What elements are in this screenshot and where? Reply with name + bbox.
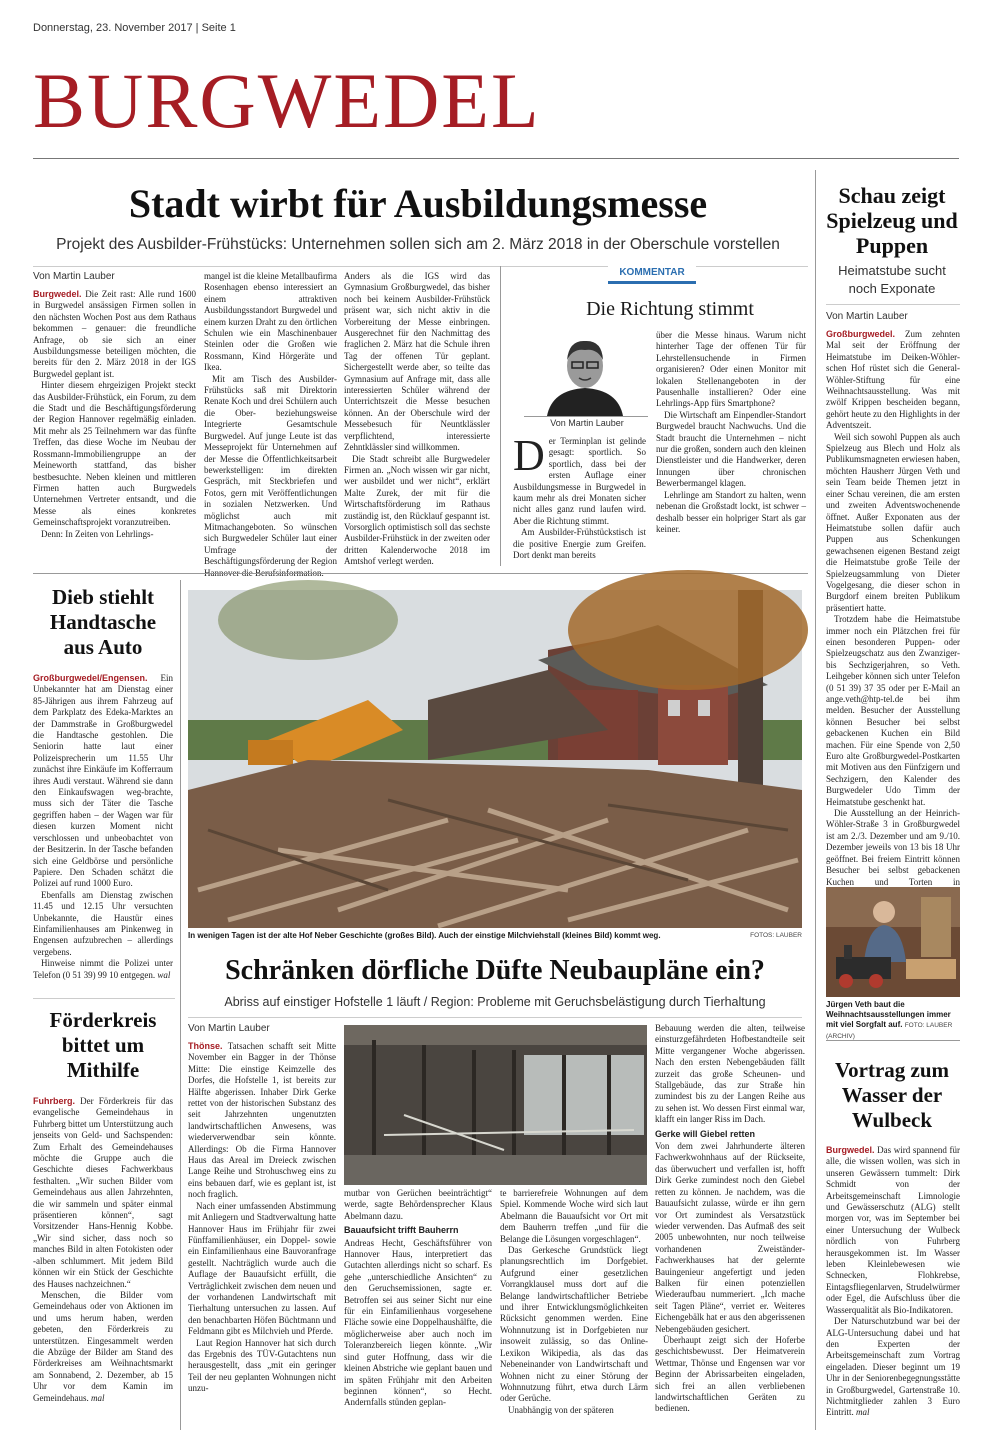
masthead: BURGWEDEL: [33, 57, 541, 144]
second-column-1: Thönse. Tatsachen schafft seit Mitte November ein Bagger in der Thönse Mitte: Die einstige Keimzelle des Dorfes, die Hofstelle 1, ist bereits zur Hälfte abgerissen. Inhaber Dirk Gerke rettet von der historischen Substanz des seit Jahrzehnten ungenutzten landwirtschaftlichen Anwesens, was wiederverwendbar sein könnte. Allerdings: Ob die Firma Hannover Haus das Areal im Dreieck zwischen Lange Reihe und Strohuschweg eins zu eins bebauen darf, wie es geplant ist, ist noch fraglich. Nach einer umfassenden Abstimmung mit Anliegern und Stadtverwaltung hatte Hannover Haus im Frühjahr für zwei Fünffamilienhäuser, ein Doppel- sowie ein Einfamilienhaus eine Bauvoranfrage gestellt. Nachträglich wurde auch die Auflage der Bauaufsicht erfüllt, die Verträglichkeit zwischen dem neuen und der vorhandenen Landwirtschaft mit Tierhaltung untersuchen zu lassen. Auf den benachbarten Höfen Büchtmann und Feldmann gibt es Milchvieh und Pferde. Laut Region Hannover hat sich durch das Ergebnis des TÜV-Gutachtens nun herausgestellt, dass „mit ein geringer Teil der neu geplanten Wohnungen nicht unzu-: [188, 1041, 337, 1394]
comment-byline: Von Martin Lauber: [550, 418, 624, 428]
lead-column-3: Anders als die IGS wird das Gymnasium Großburgwedel, das bisher noch bei keinem Ausbilder-Frühstück präsent war, sich nicht aktiv in die Vorbereitung der Messe einbringen. Ausgerechnet für den Nachmittag des fraglichen 2. März hat die Schule ihren Tag der offenen Tür geplant. Sichergestellt werde aber, so teilte das Gymnasium auf Anfrage mit, dass alle interessierten Schüler während der Unterrichtszeit die Messe besuchen können. An der Oberschule wird der Messebesuch für Neuntklässler verpflichtend, interessierte Zehntklässler sind willkommen. Die Stadt schreibt alle Burgwedeler Firmen an. „Noch wissen wir gar nicht, wer ausbildet und wer nicht“, erklärt Malte Zurek, der mit für die Wirtschaftsförderung im Rathaus zuständig ist, den Rücklauf gespannt ist. Vorsorglich optimistisch soll das sechste Ausbilder-Frühstück in der zweiten oder dritten Kalenderwoche 2018 im Amtshof verlegt werden.: [344, 271, 490, 567]
dateline: Donnerstag, 23. November 2017 | Seite 1: [33, 22, 236, 34]
comment-headline: Die Richtung stimmt: [586, 298, 754, 320]
demolition-photo-caption: In wenigen Tagen ist der alte Hof Neber Geschichte (großes Bild). Auch der einstige Milchviehstall (kleines Bild) kommt weg.: [188, 931, 661, 940]
left-2-headline: Förderkreis bittet um Mithilfe: [49, 1008, 157, 1082]
second-column-2: mutbar von Gerüchen beeinträchtigt“ werde, sagte Behördensprecher Klaus Abelmann dazu. Bauaufsicht trifft Bauherrn Andreas Hecht, Geschäftsführer von Hannover Haus, interpretiert das Gutachten allerdings nicht so scharf. Es gehe „unterschiedliche Ansichten“ zu den Geruchsemissionen, sagte er. Betroffen sei aus seiner Sicht nur eine für ein Einfamilienhaus vorgesehene Fläche sowie eine Doppelhaushälfte, die möglicherweise aber auch noch im Toleranzbereich liegen könnte. „Wir sind guter Hoffnung, dass wir die kleinen Abstriche wie geplant bauen und im späten Frühjahr mit den Arbeiten beginnen können“, so Hecht. Andernfalls stünden geplan-: [344, 1188, 492, 1408]
second-subhead-2: Gerke will Giebel retten: [655, 1128, 756, 1139]
comment-dropcap: D: [513, 431, 545, 480]
demolition-photo-credit: FOTOS: LAUBER: [750, 932, 802, 939]
second-location: Thönse.: [188, 1041, 223, 1051]
second-column-3: te barrierefreie Wohnungen auf dem Spiel. Kommende Woche wird sich laut Abelmann die Bauaufsicht vor Ort mit dem Bauherrn treffen „und für die Belange die Lösungen vorgeschlagen“. Das Gerkesche Grundstück liegt planungsrechtlich im Dorfgebiet. Aufgrund einer gesetzlichen Vorrangklausel muss dort auf die Belange landwirtschaftlicher Betriebe und ihrer Entwicklungsmöglichkeiten Rücksicht genommen werden. Eine Wohnnutzung ist in Dorfgebieten nur insoweit zulässig, so das Online-Lexikon Wikipedia, als das das Nebeneinander von Landwirtschaft und Wohnen nicht zu einer Störung der Wohnnutzung führt, etwa durch Lärm oder Gerüche. Unabhängig von der späteren: [500, 1188, 648, 1415]
left-1-location: Großburgwedel/Engensen.: [33, 673, 148, 683]
lead-headline: Stadt wirbt für Ausbildungsmesse: [128, 181, 708, 226]
second-headline: Schränken dörfliche Düfte Neubaupläne ein?: [225, 955, 765, 986]
masthead-rule: [33, 158, 959, 159]
second-subhead-1: Bauaufsicht trifft Bauherrn: [344, 1225, 459, 1236]
second-column-4: Bebauung werden die alten, teilweise einsturzgefährdeten Hofbestandteile seit Mitte vergangener Woche abgerissen. Nach den ersten Nebengebäuden fällt zurzeit das große Scheunen- und Stallgebäude, das zur Straße hin zumindest bis zu der Langen Reihe aus zu sehen ist. Wo dessen First einmal war, klafft ein langer Riss im Dach. Gerke will Giebel retten Von dem zwei Jahrhunderte älteren Fachwerkwohnhaus auf der Rückseite, das überwuchert und verfallen ist, hofft Dirk Gerke zumindest noch den Giebel retten zu können. Je nachdem, was die Bauaufsicht zulasse, würde er ihn gern vor Ort zumindest als Versatzstück wieder verwenden. Das Aufmaß des seit 2005 unbewohnten, nur noch teilweise vorhandenen Zweiständer-Fachwerkhauses hat der gelernte Bauingenieur angefertigt und jeden Balken für einen potenziellen Wiederaufbau nummeriert. „Ich mache seit Tagen Pläne“, verriet er. Weiteres Eichengebälk hat er aus den abgerissenen Nebengebäuden gesichert. Überhaupt zeigt sich der Hoferbe geschichtsbewusst. Der Heimatverein Wettmar, Thönse und Engensen war vor Beginn der Abrissarbeiten eingeladen, sich frei an allen verbliebenen landwirtschaftlichen Geräten zu bedienen.: [655, 1023, 805, 1414]
comment-kicker: KOMMENTAR: [608, 265, 696, 284]
lead-column-2: mangel ist die kleine Metallbaufirma Rosenhagen ebenso interessiert an einem attraktiven Ausbildungsstandort Burgwedel und einem kurzen Draht zu den örtlichen Schulen wie ein Maschinenbauer Steinlen oder die Großen wie Rossmann, Kind Hörgeräte und Ikea. Mit am Tisch des Ausbilder-Frühstücks saß mit Direktorin Renate Koch und drei Schülern auch die Ober- beziehungsweise Integrierte Gesamtschule Burgwedel. Auf junge Leute ist das Messeprojekt für Unternehmen auf der Messe die Öffentlichkeitsarbeit bewerkstelligen: im direkten Gespräch, mit Steckbriefen und Fotos, gern mit Veröffentlichungen in sozialen Netzwerken. Und möglichst auch mit Mitmachangeboten. So wünschen sich Burgwedeler Schüler laut einer Umfrage der Beschäftigungsförderung der Region: [204, 271, 337, 567]
lead-byline: Von Martin Lauber: [33, 271, 115, 282]
lead-deck: Projekt des Ausbilder-Frühstücks: Unternehmen sollen sich am 2. März 2018 in der Oberschule vorstellen: [56, 236, 780, 253]
toy-photo-credit: FOTO: LAUBER (ARCHIV): [826, 1022, 953, 1040]
right-top-headline: Schau zeigt Spielzeug und Puppen: [826, 183, 958, 258]
author-portrait: [537, 330, 633, 416]
toy-photo: [826, 887, 960, 997]
second-deck: Abriss auf einstiger Hofstelle 1 läuft / Region: Probleme mit Geruchsbelästigung durch Tierhaltung: [224, 995, 766, 1009]
lead-location: Burgwedel.: [33, 289, 82, 299]
lead-column-1: Burgwedel. Die Zeit rast: Alle rund 1600 in Burgwedel ansässigen Firmen sollen in den nächsten Wochen Post aus dem Rathaus bekommen – genauer: die freundliche Anfrage, ob sie sich an einer Ausbildungsmesse beteiligen möchten, die bereits für den 2. März 2018 in der IGS Burgwedel geplant ist. Hinter diesem ehrgeizigen Projekt steckt das Ausbilder-Frühstück, ein Forum, zu dem die Stadt und die Beschäftigungsförderung der Region Hannover regelmäßig einladen. Mit mehr als 25 Teilnehmern war das fünfte Treffen, das diese Woche im Neubau der Rossmann-Immobiliengruppe an der Meineworth stattfand, das bisher bestbesuchte. Neben kleinen und mittleren Firmen hatten auch Burgwedels Unternehmen Vertreter entsandt, und die Messe als eines konkretes Gemeinschaftsprojekt voranzutreiben. Denn: In Zeiten von Lehrlings-: [33, 289, 196, 539]
left-2-location: Fuhrberg.: [33, 1096, 75, 1106]
right-top-body: Großburgwedel. Zum zehnten Mal seit der Eröffnung der Heimatstube im Deiken-Wöhler-schen Hof rüstet sich die General-Wöhler-Stiftung für eine Weihnachtsausstellung. Was mit zwölf Krippen bescheiden begann, gehört heute zu den Highlights in der Adventszeit. Weil sich sowohl Puppen als auch Spielzeug aus Blech und Holz als Publikumsmagneten erwiesen haben, möchten Hausherr Jürgen Veth und sein Team beide Themen jetzt in einer Schau vereinen, die am ersten und zweiten Adventswochenende öffnet. Außer Exponaten aus der Heimatstube sollen dafür auch Puppen aus Schenkungen gewachsenen eigenen Bestand zeigt die Heimatstube große Teile der Spielzeugsammlung von Dieter Vogelgesang, die dieser schon in Burgdorf einem breiten Publikum präsentiert hatte. Trotzdem habe die Heimatstube immer noch ein Plätzchen frei für einen besonderen Puppen- oder Spielzeugschatz aus den Zwanziger- bis Sechzigerjahren, so Veth. Leihgeber können sich unter Telefon (0 51 39) 37 35 oder per E-Mail an ange.veth@htp-tel.de bei ihm melden. Besucher der Ausstellung können Besucher bei selbst gebackenen Kuchen ein Bild machen. Für eine Spende von 2,50 Euro alte Großburgwedel-Postkarten mit Motiven aus den Fünfzigern und Sechzigern, den Kalender des Burgwedeler Udo Timm der Heimatstube geschenkt hat. Die Ausstellung an der Heinrich-Wöhler-Straße 3 in Großburgwedel ist am 2./3. Dezember und am 9./10. Dezember jeweils von 13 bis 18 Uhr geöffnet. Bei freiem Eintritt können Besucher bei selbst gebackenen Kuchen und Torten in: [826, 329, 960, 887]
right-top-location: Großburgwedel.: [826, 329, 896, 339]
right-top-byline: Von Martin Lauber: [826, 311, 908, 322]
right-bottom-headline: Vortrag zum Wasser der Wulbeck: [834, 1058, 950, 1132]
toy-photo-caption: Jürgen Veth baut die Weihnachtsausstellungen immer mit viel Sorgfalt auf. FOTO: LAUBER (ARCHIV): [826, 1000, 953, 1040]
barn-photo: [344, 1025, 647, 1185]
second-byline: Von Martin Lauber: [188, 1023, 270, 1034]
comment-column-1: Der Terminplan ist gelinde gesagt: sportlich. So sportlich, dass bei der ersten Auflage einer Ausbildungsmesse in Burgwedel in kaum mehr als drei Monaten sicher nicht alles ganz rund laufen wird. Aber die Richtung stimmt. Am Ausbilder-Frühstückstisch ist die positive Energie zum Greifen. Dort denkt man bereits: [513, 431, 646, 561]
comment-column-2: über die Messe hinaus. Warum nicht hinterher Tage der offenen Tür für Lehrstellensuchende in Firmen organisieren? Oder einen Monitor mit lokalen Stellenangeboten in der Pausenhalle installieren? Oder eine Lehrlings-App fürs Smartphone? Die Wirtschaft am Einpendler-Standort Burgwedel braucht Nachwuchs. Und die Stadt braucht die Unternehmen – nicht nur die großen, sondern auch den kleinen Dienstleister und die Handwerker, deren Innungen über chronischen Bewerbermangel klagen. Lehrlinge am Standort zu halten, wenn nebenan die Großstadt lockt, ist schwer – deshalb besser ein holpriger Start als gar keiner.: [656, 330, 806, 534]
right-top-deck: Heimatstube sucht noch Exponate: [838, 263, 946, 296]
left-2-body: Fuhrberg. Der Förderkreis für das evangelische Gemeindehaus in Fuhrberg bittet um Unterstützung auch jenseits von Geld- und Sachspenden: Zum Erhalt des Gemeindehauses möchte die Gruppe auch die Geschichte dieses Fachwerkbaus festhalten. „Wir suchen Bilder vom Gemeindehaus aus allen Jahrzehnten, die wir sammeln und später einmal präsentieren können“, sagt Vorsitzender Hans-Hennig Kobbe. „Wir sind sicher, dass noch so manches Bild in alten Fotokisten oder -alben schlummert. Mit jedem Bild können wir ein Stück der Geschichte des Hauses nachzeichnen.“ Menschen, die Bilder vom Gemeindehaus oder von Aktionen im und ums herum haben, werden gebeten, den Förderkreis zu unterstützen. Eingesammelt werden die Abzüge der Bilder am Stand des Förderkreises am Weihnachtsmarkt am Sonnabend, 2. Dezember, ab 15 Uhr vor dem Kamin im Gemeindehaus. mal: [33, 1096, 173, 1403]
left-1-body: Großburgwedel/Engensen. Ein Unbekannter hat am Dienstag einer 85-Jährigen aus ihrem Fahrzeug auf dem Parkplatz des Edeka-Marktes an der Dammstraße in Großburgwedel die Handtasche gestohlen. Die Seniorin hatte laut einer Polizeisprecherin um 11.55 Uhr zunächst ihre Einkäufe im Kofferraum ihres Audi verstaut. Während sie dann den Einkaufswagen weg-brachte, muss sich der Täter die Tasche gegriffen haben – der Wagen war für diesen kurzen Moment nicht verschlossen und unbeobachtet von der Besitzerin. In der Tasche befanden sich eine Geldbörse und persönliche Papiere. Den Schaden schätzt die Polizei auf rund 1000 Euro. Ebenfalls am Dienstag zwischen 11.45 und 12.15 Uhr versuchten Unbekannte, die Haustür eines Einfamilienhauses am Pinkenweg in Engensen aufzubrechen – allerdings vergebens. Hinweise nimmt die Polizei unter Telefon (0 51 39) 99 10 entgegen. wal: [33, 673, 173, 980]
right-bottom-location: Burgwedel.: [826, 1145, 875, 1155]
left-1-headline: Dieb stiehlt Handtasche aus Auto: [49, 585, 157, 659]
demolition-photo: [188, 590, 802, 928]
right-bottom-body: Burgwedel. Das wird spannend für alle, die wissen wollen, was sich in unseren Gewässern tummelt: Dirk Schmidt von der Arbeitsgemeinschaft Limnologie und Gewässerschutz (ALG) stellt morgen vor, was im September bei einer Untersuchung der Wulbeck nördlich von Fuhrberg herausgekommen ist. Im Wasser leben Kleinlebewesen wie Schnecken, Flohkrebse, Eintagsfliegenlarven, Strudelwürmer oder Egel, die Aufschluss über die Wasserqualität als Bio-Indikatoren. Der Naturschutzbund war bei der ALG-Untersuchung dabei und hat den Experten der Arbeitsgemeinschaft zum Vortrag eingeladen. Dieser beginnt um 19 Uhr in der Seniorenbegegnungsstätte in Großburgwedel, Gartenstraße 10. Nichtmitglieder zahlen 3 Euro Eintritt. mal: [826, 1145, 960, 1418]
